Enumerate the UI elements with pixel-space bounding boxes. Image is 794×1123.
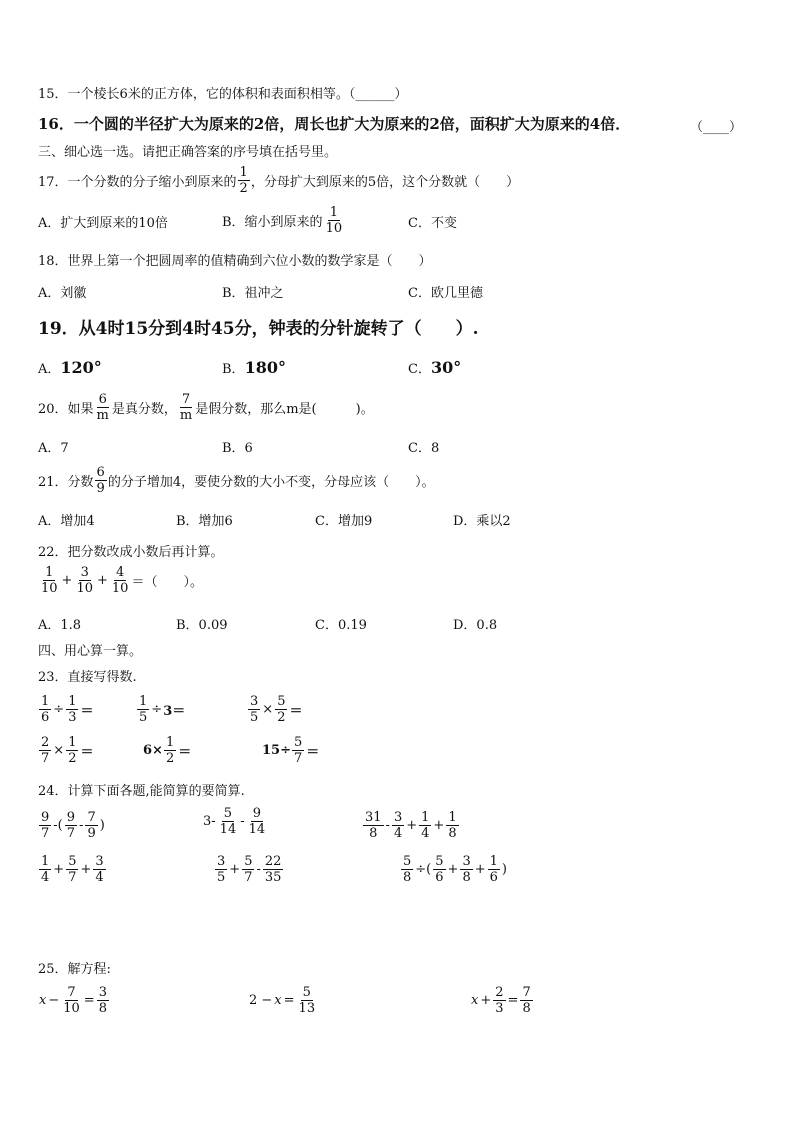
option-17-b[interactable]: B．缩小到原来的 $\frac{1}{10}$ <box>222 205 343 236</box>
option-22-d[interactable]: D．0.8 <box>453 618 498 633</box>
option-20-b[interactable]: B．6 <box>222 441 253 456</box>
option-19-a[interactable]: A．120° <box>38 358 102 377</box>
option-22-b[interactable]: B．0.09 <box>176 618 228 633</box>
option-22-c[interactable]: C．0.19 <box>315 618 367 633</box>
expression-24-4: $\frac{1}{4}$ + $\frac{5}{7}$ + $\frac{3}{4}$ <box>41 854 104 885</box>
question-17: 17．一个分数的分子缩小到原来的 $\frac{1}{2}$ ，分母扩大到原来的5倍，这个分数就（ ） <box>38 165 520 196</box>
expression-23-5: 6× $\frac{1}{2}$ ＝ <box>143 735 192 766</box>
expression-23-1: $\frac{1}{6}$ ÷ $\frac{1}{3}$ ＝ <box>41 694 94 725</box>
option-21-a[interactable]: A．增加4 <box>38 514 95 529</box>
question-20: 20．如果 $\frac{6}{m}$ 是真分数， $\frac{7}{m}$ 是假分数，那么m是( )。 <box>38 392 374 423</box>
expression-23-4: $\frac{2}{7}$ × $\frac{1}{2}$ ＝ <box>41 735 94 766</box>
expression-23-2: $\frac{1}{5}$ ÷ 3＝ <box>139 694 186 725</box>
option-20-a[interactable]: A．7 <box>38 441 69 456</box>
option-18-c[interactable]: C．欧几里德 <box>408 286 483 301</box>
question-16: 16．一个圆的半径扩大为原来的2倍，周长也扩大为原来的2倍，面积扩大为原来的4倍． <box>38 115 631 133</box>
question-25: 25．解方程: <box>38 962 111 977</box>
question-24: 24．计算下面各题,能简算的要简算. <box>38 784 245 799</box>
expression-24-2: 3- $\frac{5}{14}$ - $\frac{9}{14}$ <box>203 806 266 837</box>
option-17-a[interactable]: A．扩大到原来的10倍 <box>38 216 168 231</box>
option-21-d[interactable]: D．乘以2 <box>453 514 511 529</box>
option-20-c[interactable]: C．8 <box>408 441 440 456</box>
question-18: 18．世界上第一个把圆周率的值精确到六位小数的数学家是（ ） <box>38 254 432 269</box>
option-18-a[interactable]: A．刘徽 <box>38 286 87 301</box>
question-21: 21．分数 $\frac{6}{9}$ 的分子增加4，要使分数的大小不变，分母应该（ ）。 <box>38 465 435 496</box>
fraction: $\frac{7}{m}$ <box>179 392 193 423</box>
section-heading-4: 四、用心算一算。 <box>38 644 143 659</box>
option-19-b[interactable]: B．180° <box>222 358 286 377</box>
expression-24-6: $\frac{5}{8}$ ÷( $\frac{5}{6}$ + $\frac{3}{8}$ + $\frac{1}{6}$ ) <box>403 854 507 885</box>
fraction: $\frac{1}{10}$ <box>325 205 343 236</box>
option-21-b[interactable]: B．增加6 <box>176 514 233 529</box>
equation-25-2: 2 − x = $\frac{5}{13}$ <box>249 985 316 1016</box>
question-15: 15．一个棱长6米的正方体，它的体积和表面积相等。（______） <box>38 87 408 102</box>
fraction: $\frac{1}{2}$ <box>239 165 248 196</box>
question-23: 23．直接写得数. <box>38 670 137 685</box>
equation-25-3: x + $\frac{2}{3}$ = $\frac{7}{8}$ <box>471 985 531 1016</box>
question-19: 19．从4时15分到4时45分，钟表的分针旋转了（ ）. <box>38 319 479 339</box>
option-17-c[interactable]: C．不变 <box>408 216 457 231</box>
expression-22: $\frac{1}{10}$ + $\frac{3}{10}$ + $\frac{4}{10}$ ＝（ ）。 <box>41 565 203 596</box>
option-22-a[interactable]: A．1.8 <box>38 618 82 633</box>
expression-24-5: $\frac{3}{5}$ + $\frac{5}{7}$ - $\frac{22}{35}$ <box>217 854 282 885</box>
question-22: 22．把分数改成小数后再计算。 <box>38 545 224 560</box>
fraction: $\frac{6}{m}$ <box>96 392 109 423</box>
option-21-c[interactable]: C．增加9 <box>315 514 373 529</box>
section-heading-3: 三、细心选一选。请把正确答案的序号填在括号里。 <box>38 145 338 160</box>
option-18-b[interactable]: B．祖冲之 <box>222 286 284 301</box>
option-19-c[interactable]: C．30° <box>408 358 462 377</box>
expression-23-6: 15÷ $\frac{5}{7}$ ＝ <box>262 735 320 766</box>
fraction: $\frac{6}{9}$ <box>96 465 105 496</box>
answer-blank-16[interactable]: （____） <box>690 120 743 135</box>
expression-23-3: $\frac{3}{5}$ × $\frac{5}{2}$ ＝ <box>250 694 303 725</box>
expression-24-1: $\frac{9}{7}$ -( $\frac{9}{7}$ - $\frac{7}{9}$ ) <box>41 810 105 841</box>
equation-25-1: x − $\frac{7}{10}$ = $\frac{3}{8}$ <box>39 985 107 1016</box>
expression-24-3: $\frac{31}{8}$ - $\frac{3}{4}$ + $\frac{1}{4}$ + $\frac{1}{8}$ <box>365 810 457 841</box>
